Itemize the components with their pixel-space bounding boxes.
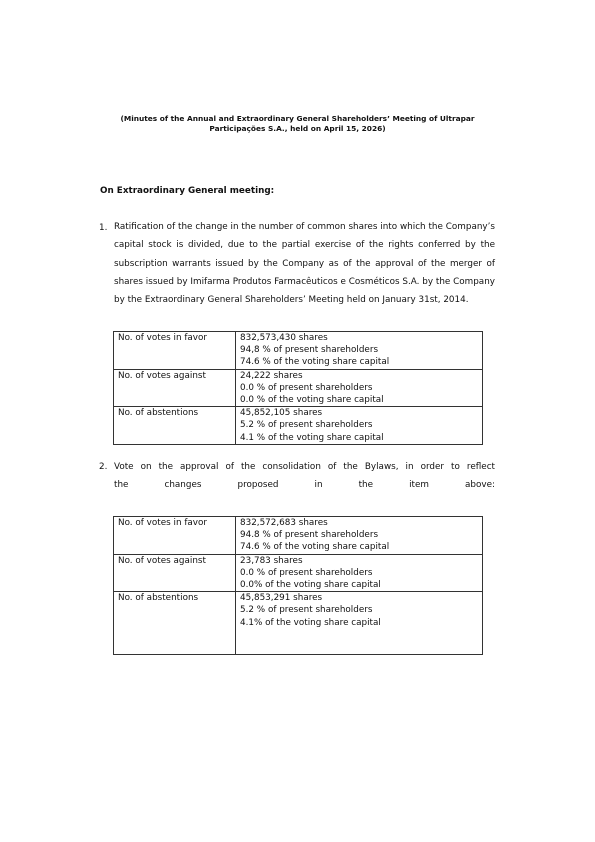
value-shares: 23,783 shares: [240, 555, 303, 566]
item-2-text-line-2: the changes proposed in the item above:: [114, 480, 495, 490]
value-capital: 0.0% of the voting share capital: [240, 580, 381, 591]
table-row: [114, 407, 483, 445]
value-present: 0.0 % of present shareholders: [240, 567, 373, 578]
value-capital: 4.1% of the voting share capital: [240, 617, 381, 628]
value-shares: 832,573,430 shares: [240, 333, 328, 343]
table-row: [114, 332, 483, 370]
votes-values: [236, 592, 483, 655]
votes-values: [236, 554, 483, 592]
votes-label: No. of votes in favor: [114, 517, 236, 555]
votes-values: [236, 517, 483, 555]
value-present: 5.2 % of present shareholders: [240, 605, 373, 616]
table-row: [114, 517, 483, 555]
value-capital: 4.1 % of the voting share capital: [240, 432, 384, 443]
votes-label: No. of votes against: [114, 369, 236, 407]
value-shares: 45,853,291 shares: [240, 593, 323, 604]
votes-values: [236, 407, 483, 445]
votes-label: No. of votes against: [114, 554, 236, 592]
header-line-1: (Minutes of the Annual and Extraordinary General Shareholders’ Meeting of Ultrapar: [120, 114, 475, 123]
votes-label: No. of votes in favor: [114, 332, 236, 370]
value-capital: 74.6 % of the voting share capital: [240, 357, 390, 368]
header-line-2: Participações S.A., held on April 15, 2026): [209, 124, 386, 133]
votes-label: No. of abstentions: [114, 407, 236, 445]
value-present: 5.2 % of present shareholders: [240, 420, 373, 431]
votes-values: [236, 332, 483, 370]
minutes-header: [100, 114, 495, 134]
value-capital: 0.0 % of the voting share capital: [240, 395, 384, 406]
item-1-votes-table: [113, 331, 483, 445]
item-1-text: Ratification of the change in the number of common shares into which the Company’s capital stock is divided, due to the partial exercise of the rights conferred by the subscription warrants issued by the Company as of the approval of the merger of shares issued by Imifarma Produtos Farmacêuticos e Cosméticos S.A. by the Company by the Extraordinary General Shareholders’ Meeting held on January 31st, 2014.: [114, 222, 495, 306]
table-row: [114, 554, 483, 592]
table-row: [114, 369, 483, 407]
table-row: [114, 592, 483, 655]
value-shares: 45,852,105 shares: [240, 408, 323, 419]
value-present: 94,8 % of present shareholders: [240, 345, 379, 356]
value-capital: 74.6 % of the voting share capital: [240, 542, 390, 553]
item-2-number: 2.: [99, 462, 108, 472]
value-present: 94.8 % of present shareholders: [240, 530, 379, 541]
value-present: 0.0 % of present shareholders: [240, 382, 373, 393]
item-2-votes-table: [113, 516, 483, 655]
value-shares: 24,222 shares: [240, 370, 303, 381]
section-title: On Extraordinary General meeting:: [100, 186, 275, 196]
votes-label: No. of abstentions: [114, 592, 236, 655]
item-1-number: 1.: [99, 223, 108, 233]
votes-values: [236, 369, 483, 407]
value-shares: 832,572,683 shares: [240, 518, 328, 528]
item-2-text-line-1: Vote on the approval of the consolidation of the Bylaws, in order to reflect: [114, 462, 495, 472]
